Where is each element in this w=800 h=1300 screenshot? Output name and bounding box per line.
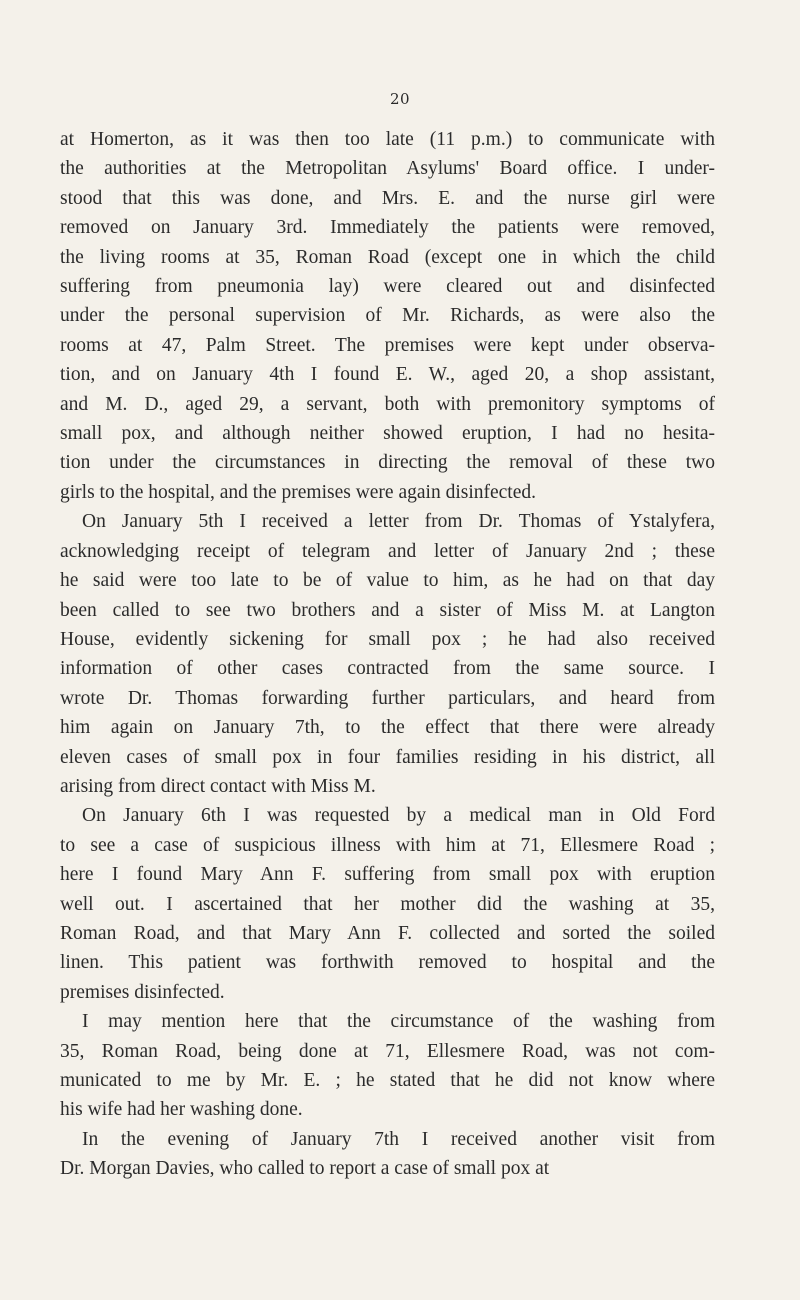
paragraph bbox=[60, 125, 715, 507]
text-line: stood that this was done, and Mrs. E. and the nurse girl were bbox=[60, 187, 715, 209]
text-line: at Homerton, as it was then too late (11 p.m.) to communicate with bbox=[60, 129, 715, 150]
text-line: acknowledging receipt of telegram and letter of January 2nd ; these bbox=[60, 540, 715, 562]
text-line: been called to see two brothers and a sister of Miss M. at Langton bbox=[60, 599, 715, 621]
text-line: On January 6th I was requested by a medical man in Old Ford bbox=[82, 805, 715, 827]
text-line: suffering from pneumonia lay) were cleared out and disinfected bbox=[60, 276, 715, 298]
text-line: Roman Road, and that Mary Ann F. collected and sorted the soiled bbox=[60, 922, 715, 944]
text-line: his wife had her washing done. bbox=[60, 1099, 303, 1121]
text-line: On January 5th I received a letter from Dr. Thomas of Ystalyfera, bbox=[82, 511, 715, 533]
paragraph bbox=[60, 1125, 715, 1184]
text-line: well out. I ascertained that her mother did the washing at 35, bbox=[60, 893, 715, 915]
text-line: him again on January 7th, to the effect that there were already bbox=[60, 717, 715, 739]
text-line: here I found Mary Ann F. suffering from small pox with eruption bbox=[60, 864, 715, 886]
text-line: premises disinfected. bbox=[60, 981, 225, 1003]
page-number: 20 bbox=[389, 90, 411, 108]
text-line: arising from direct contact with Miss M. bbox=[60, 775, 376, 797]
text-line: I may mention here that the circumstance of the washing from bbox=[82, 1011, 715, 1033]
text-line: municated to me by Mr. E. ; he stated that he did not know where bbox=[60, 1070, 715, 1091]
paragraph bbox=[60, 1007, 715, 1125]
text-line: the living rooms at 35, Roman Road (except one in which the child bbox=[60, 246, 715, 268]
text-line: the authorities at the Metropolitan Asylums' Board office. I under- bbox=[60, 158, 715, 180]
text-line: In the evening of January 7th I received another visit from bbox=[82, 1128, 715, 1150]
text-line: and M. D., aged 29, a servant, both with premonitory symptoms of bbox=[60, 393, 715, 415]
paragraph bbox=[60, 507, 715, 801]
text-line: information of other cases contracted from the same source. I bbox=[60, 658, 715, 680]
text-line: rooms at 47, Palm Street. The premises were kept under observa- bbox=[60, 334, 715, 356]
text-line: linen. This patient was forthwith removed to hospital and the bbox=[60, 952, 715, 974]
text-line: wrote Dr. Thomas forwarding further particulars, and heard from bbox=[60, 687, 715, 709]
paragraph bbox=[60, 801, 715, 1007]
body-text bbox=[60, 125, 715, 1184]
text-line: small pox, and although neither showed eruption, I had no hesita- bbox=[60, 423, 715, 445]
text-line: tion under the circumstances in directing the removal of these two bbox=[60, 452, 715, 474]
text-line: to see a case of suspicious illness with him at 71, Ellesmere Road ; bbox=[60, 834, 715, 856]
text-line: Dr. Morgan Davies, who called to report a case of small pox at bbox=[60, 1158, 550, 1180]
text-line: House, evidently sickening for small pox ; he had also received bbox=[60, 628, 715, 650]
text-line: girls to the hospital, and the premises were again disinfected. bbox=[60, 481, 536, 503]
text-line: 35, Roman Road, being done at 71, Ellesmere Road, was not com- bbox=[60, 1040, 715, 1062]
text-line: under the personal supervision of Mr. Richards, as were also the bbox=[60, 305, 715, 327]
text-line: eleven cases of small pox in four families residing in his district, all bbox=[60, 746, 715, 768]
text-line: he said were too late to be of value to him, as he had on that day bbox=[60, 570, 715, 592]
text-line: tion, and on January 4th I found E. W., aged 20, a shop assistant, bbox=[60, 364, 715, 386]
text-line: removed on January 3rd. Immediately the patients were removed, bbox=[60, 217, 715, 239]
